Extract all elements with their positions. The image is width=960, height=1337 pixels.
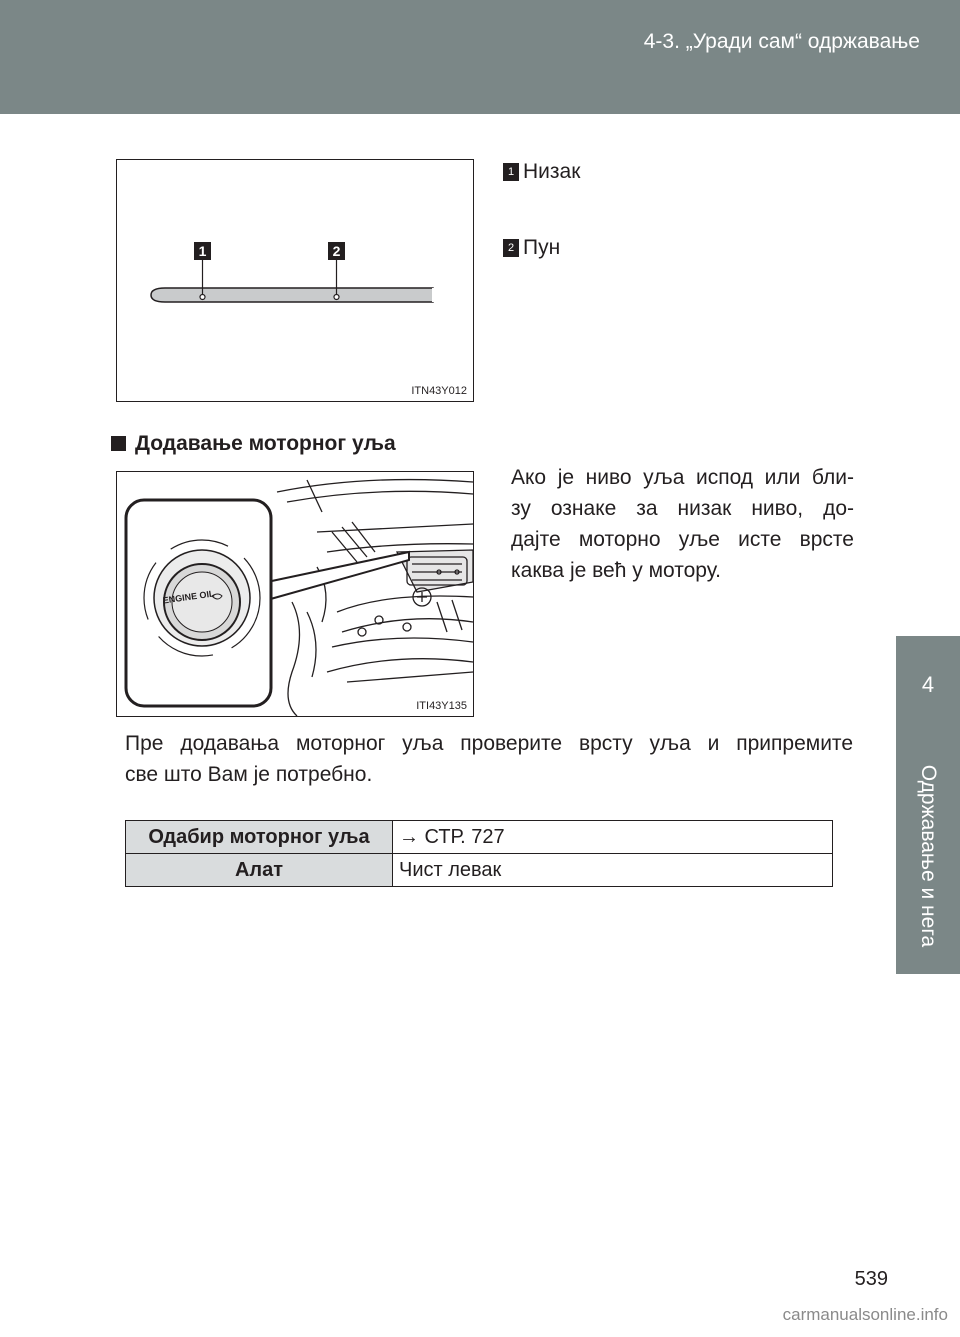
paragraph-line: каква је већ у мотору.: [511, 559, 721, 582]
table-value-cell: Чист левак: [393, 854, 833, 887]
legend-label: Низак: [523, 160, 581, 183]
table-header-cell: Одабир моторног уља: [126, 821, 393, 854]
section-title: Додавање моторног уља: [135, 432, 396, 455]
legend-label: Пун: [523, 236, 561, 259]
marker-low-dot: [200, 295, 205, 300]
table-header-cell: Алат: [126, 854, 393, 887]
legend-item-low: [503, 160, 580, 184]
paragraph-line: зу ознаке за низак ниво, до-: [511, 497, 854, 520]
figure-code: ITN43Y012: [411, 385, 467, 397]
paragraph-line: дајте моторно уље исте врсте: [511, 528, 854, 551]
paragraph-line: Пре додавања моторног уља проверите врсту уља и припремите: [125, 732, 853, 755]
engine-oil-cap-figure: [116, 471, 474, 717]
dipstick-figure: [116, 159, 474, 402]
chapter-title: 4-3. „Уради сам“ одржавање: [643, 30, 920, 53]
legend-number: 2: [503, 239, 519, 257]
dipstick-blade: [151, 288, 433, 302]
marker-full-label: 2: [332, 243, 341, 259]
watermark: carmanualsonline.info: [782, 1305, 948, 1324]
chapter-side-tab: [896, 636, 960, 974]
chapter-label: Одржавање и нега: [917, 764, 940, 948]
page-number: 539: [854, 1268, 888, 1290]
info-table: [125, 820, 833, 887]
oil-cap-text: ENGINE OIL: [162, 588, 216, 606]
table-row: [126, 854, 833, 887]
marker-full-dot: [334, 295, 339, 300]
square-bullet-icon: [111, 436, 126, 451]
paragraph-line: све што Вам је потребно.: [125, 763, 373, 786]
paragraph-line: Ако је ниво уља испод или бли-: [511, 466, 854, 489]
section-heading: [111, 432, 396, 456]
marker-low-label: 1: [198, 243, 207, 259]
legend-item-full: [503, 236, 560, 260]
chapter-number: 4: [921, 672, 935, 697]
header-bar: [0, 0, 960, 114]
table-link-cell[interactable]: → СТР. 727: [393, 821, 833, 854]
dipstick-illustration: [117, 160, 473, 401]
legend-number: 1: [503, 163, 519, 181]
table-row: [126, 821, 833, 854]
preparation-paragraph: [125, 728, 853, 790]
instruction-paragraph: [511, 462, 854, 586]
figure-code: ITI43Y135: [416, 700, 467, 712]
engine-bay-illustration: [117, 472, 473, 716]
